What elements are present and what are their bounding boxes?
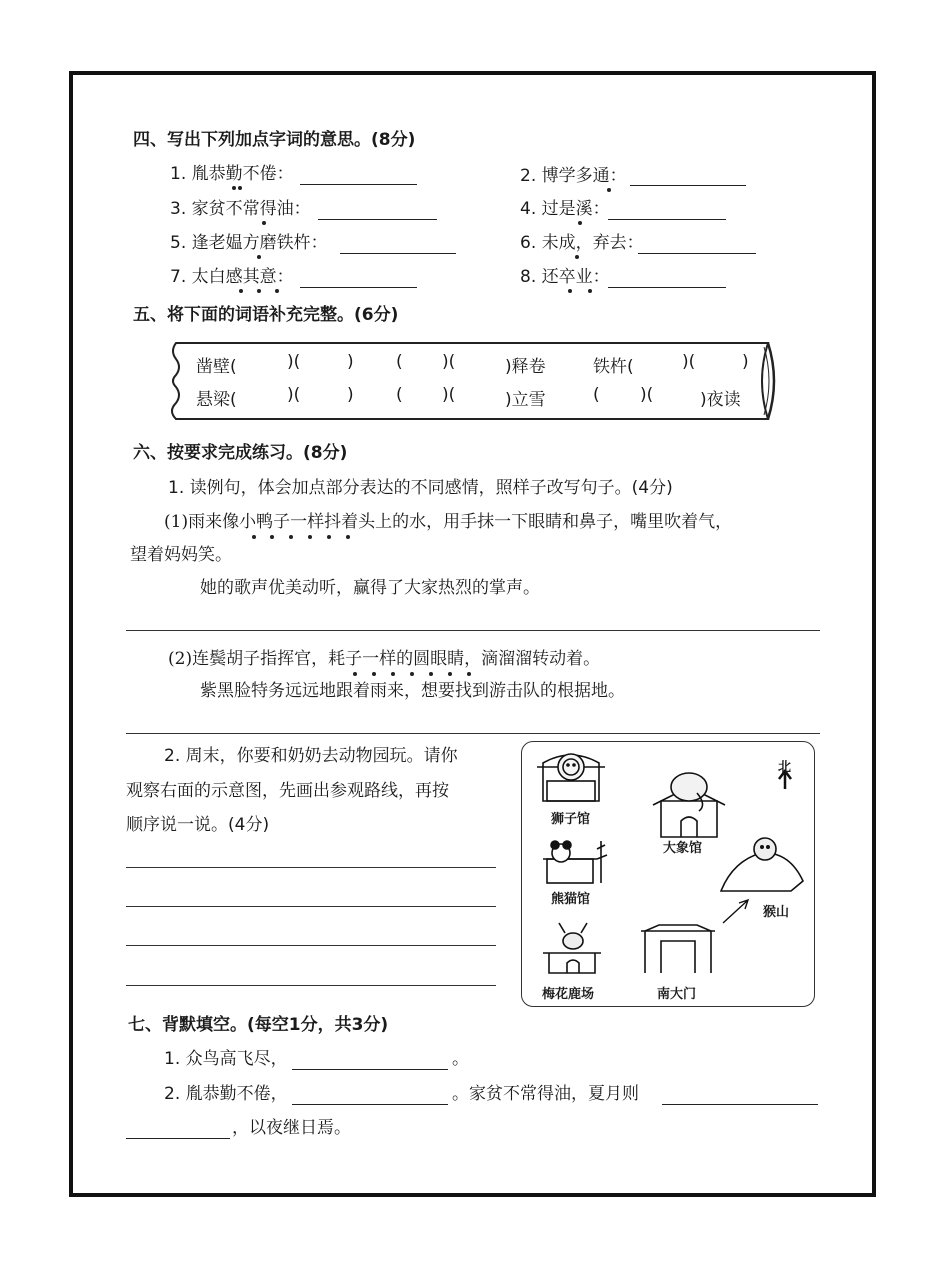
s6-q2-line3: 顺序说一说。(4分) [126, 815, 270, 835]
emphasis-dot [372, 672, 376, 676]
s5-row2-cell-2: )( [287, 385, 301, 405]
s4-item-3-blank[interactable] [318, 219, 437, 220]
s4-item-8-label: 8. 还卒业： [520, 267, 610, 287]
emphasis-dot [410, 672, 414, 676]
south-gate-icon [641, 925, 715, 973]
s6-q1-task1: 她的歌声优美动听，赢得了大家热烈的掌声。 [200, 578, 540, 598]
map-label-deer: 梅花鹿场 [542, 987, 595, 1002]
map-label-lion: 狮子馆 [551, 812, 591, 827]
s4-item-6-blank[interactable] [638, 253, 756, 254]
map-label-north: 北 [778, 760, 792, 775]
s5-row1-cell-5: )( [442, 352, 456, 372]
s5-row1-cell-3: ) [347, 352, 354, 372]
emphasis-dot [467, 672, 471, 676]
s7-q2-suffix: ，以夜继日焉。 [232, 1118, 351, 1138]
s4-item-5-blank[interactable] [340, 253, 456, 254]
lion-house-icon [537, 754, 605, 801]
section4-title: 四、写出下列加点字词的意思。(8分) [133, 130, 416, 150]
s6-q1-example1-line1: (1)雨来像小鸭子一样抖着头上的水，用手抹一下眼睛和鼻子，嘴里吹着气， [164, 512, 733, 532]
s6-q2-answer-line-4[interactable] [126, 985, 496, 986]
s6-q2-line2: 观察右面的示意图，先画出参观路线，再按 [126, 781, 449, 801]
s5-row1-cell-7: 铁杵( [593, 357, 634, 377]
s6-q1-answer-line-1[interactable] [126, 630, 820, 631]
s4-item-4-label: 4. 过是溪： [520, 199, 610, 219]
s7-q1-suffix: 。 [452, 1049, 469, 1069]
s7-q2-blank-1[interactable] [292, 1104, 448, 1105]
s6-q1-answer-line-2[interactable] [126, 733, 820, 734]
emphasis-dot [575, 255, 579, 259]
emphasis-dot [588, 289, 592, 293]
emphasis-dot [308, 535, 312, 539]
monkey-mountain-icon [721, 838, 803, 891]
map-label-elephant: 大象馆 [663, 841, 703, 856]
s6-q1-example2: (2)连鬓胡子指挥官，耗子一样的圆眼睛，滴溜溜转动着。 [168, 649, 601, 669]
s6-q2-answer-line-1[interactable] [126, 867, 496, 868]
s5-row1-cell-2: )( [287, 352, 301, 372]
section6-title: 六、按要求完成练习。(8分) [133, 443, 348, 463]
s4-item-4-blank[interactable] [608, 219, 726, 220]
s6-q1-prompt: 1. 读例句，体会加点部分表达的不同感情，照样子改写句子。(4分) [168, 478, 673, 498]
emphasis-dot [607, 188, 611, 192]
s4-item-2-label: 2. 博学多通： [520, 166, 627, 186]
s6-q1-task2: 紫黑脸特务远远地跟着雨来，想要找到游击队的根据地。 [200, 681, 625, 701]
emphasis-dot [275, 289, 279, 293]
s7-q1-prefix: 1. 众鸟高飞尽， [164, 1049, 288, 1069]
emphasis-dot [238, 186, 242, 190]
s4-item-6-label: 6. 未成，弃去： [520, 233, 644, 253]
s5-row1-cell-8: )( [682, 352, 696, 372]
map-label-panda: 熊猫馆 [551, 892, 591, 907]
section5-title: 五、将下面的词语补充完整。(6分) [133, 305, 399, 325]
s4-item-7-blank[interactable] [300, 287, 417, 288]
s5-row2-cell-1: 悬梁( [196, 390, 237, 410]
s7-q2-blank-2[interactable] [662, 1104, 818, 1105]
s4-item-1-label: 1. 胤恭勤不倦： [170, 164, 294, 184]
emphasis-dot [578, 221, 582, 225]
s6-q2-answer-line-2[interactable] [126, 906, 496, 907]
s5-row2-cell-8: )( [640, 385, 654, 405]
emphasis-dot [257, 289, 261, 293]
emphasis-dot [257, 255, 261, 259]
route-arrow-icon [723, 900, 748, 923]
emphasis-dot [327, 535, 331, 539]
emphasis-dot [232, 186, 236, 190]
emphasis-dot [346, 535, 350, 539]
emphasis-dot [252, 535, 256, 539]
s5-row2-cell-9: )夜读 [700, 390, 741, 410]
s7-q2-prefix: 2. 胤恭勤不倦， [164, 1084, 288, 1104]
s4-item-5-label: 5. 逢老媪方磨铁杵： [170, 233, 328, 253]
deer-farm-icon [543, 923, 601, 973]
s4-item-7-label: 7. 太白感其意： [170, 267, 294, 287]
s5-row2-cell-3: ) [347, 385, 354, 405]
s6-q1-example1-line2: 望着妈妈笑。 [130, 545, 232, 565]
emphasis-dot [289, 535, 293, 539]
s5-row2-cell-5: )( [442, 385, 456, 405]
emphasis-dot [353, 672, 357, 676]
s5-row1-cell-9: ) [742, 352, 749, 372]
s4-item-3-label: 3. 家贫不常得油： [170, 199, 311, 219]
s5-row2-cell-7: ( [593, 385, 600, 405]
s5-row1-cell-6: )释卷 [505, 357, 546, 377]
panda-house-icon [543, 841, 607, 883]
emphasis-dot [239, 289, 243, 293]
s5-row2-cell-6: )立雪 [505, 390, 546, 410]
emphasis-dot [448, 672, 452, 676]
s7-q2-middle: 。家贫不常得油，夏月则 [452, 1084, 639, 1104]
emphasis-dot [429, 672, 433, 676]
map-label-gate: 南大门 [657, 987, 697, 1002]
emphasis-dot [270, 535, 274, 539]
s5-row2-cell-4: ( [396, 385, 403, 405]
emphasis-dot [262, 221, 266, 225]
s4-item-2-blank[interactable] [630, 185, 746, 186]
s6-q2-answer-line-3[interactable] [126, 945, 496, 946]
s7-q2-blank-3[interactable] [126, 1138, 230, 1139]
section7-title: 七、背默填空。(每空1分，共3分) [128, 1015, 389, 1035]
emphasis-dot [391, 672, 395, 676]
s4-item-1-blank[interactable] [300, 184, 417, 185]
s5-row1-cell-4: ( [396, 352, 403, 372]
s6-q2-line1: 2. 周末，你要和奶奶去动物园玩。请你 [164, 746, 458, 766]
s5-row1-cell-1: 凿壁( [196, 357, 237, 377]
map-label-monkey: 猴山 [763, 905, 790, 920]
s7-q1-blank[interactable] [292, 1069, 448, 1070]
s4-item-8-blank[interactable] [608, 287, 726, 288]
emphasis-dot [568, 289, 572, 293]
elephant-house-icon [653, 773, 725, 837]
zoo-map-drawing [521, 741, 815, 1007]
